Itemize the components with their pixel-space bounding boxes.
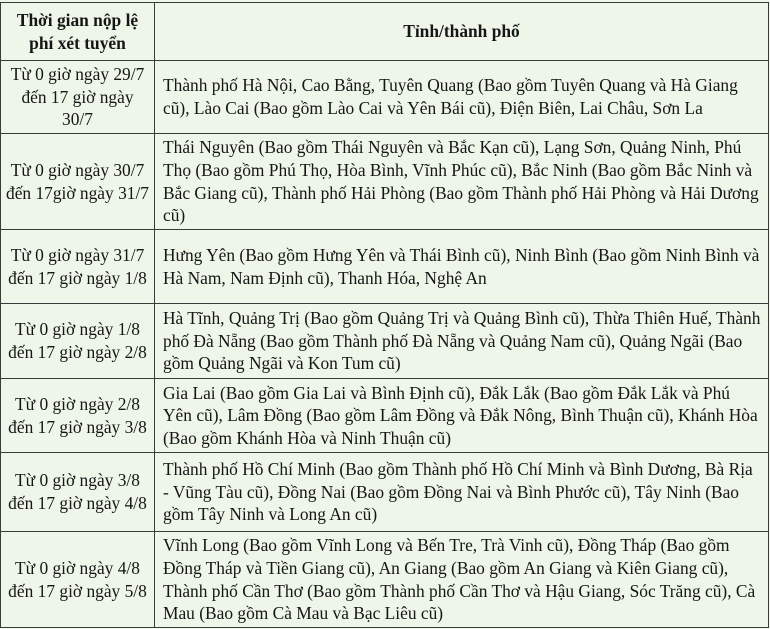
table-header-row bbox=[1, 3, 769, 61]
time-cell: Từ 0 giờ ngày 31/7 đến 17 giờ ngày 1/8 bbox=[1, 230, 155, 304]
table-row bbox=[1, 134, 769, 230]
province-cell: Thành phố Hồ Chí Minh (Bao gồm Thành phố Hồ Chí Minh và Bình Dương, Bà Rịa - Vũng Tàu cũ), Đồng Nai (Bao gồm Đồng Nai và Bình Phước cũ), Tây Ninh (Bao gồm Tây Ninh và Long An cũ) bbox=[155, 453, 769, 532]
province-cell: Hà Tĩnh, Quảng Trị (Bao gồm Quảng Trị và Quảng Bình cũ), Thừa Thiên Huế, Thành phố Đà Nẵng (Bao gồm Thành phố Đà Nẵng và Quảng Nam cũ), Quảng Ngãi (Bao gồm Quảng Ngãi và Kon Tum cũ) bbox=[155, 304, 769, 379]
table-row bbox=[1, 304, 769, 379]
table-row bbox=[1, 532, 769, 628]
header-time: Thời gian nộp lệ phí xét tuyển bbox=[1, 3, 155, 61]
time-cell: Từ 0 giờ ngày 4/8 đến 17 giờ ngày 5/8 bbox=[1, 532, 155, 628]
province-cell: Hưng Yên (Bao gồm Hưng Yên và Thái Bình cũ), Ninh Bình (Bao gồm Ninh Bình và Hà Nam, Nam Định cũ), Thanh Hóa, Nghệ An bbox=[155, 230, 769, 304]
table-row bbox=[1, 453, 769, 532]
time-cell: Từ 0 giờ ngày 1/8 đến 17 giờ ngày 2/8 bbox=[1, 304, 155, 379]
province-cell: Gia Lai (Bao gồm Gia Lai và Bình Định cũ), Đắk Lắk (Bao gồm Đắk Lắk và Phú Yên cũ), Lâm Đồng (Bao gồm Lâm Đồng và Đắk Nông, Bình Thuận cũ), Khánh Hòa (Bao gồm Khánh Hòa và Ninh Thuận cũ) bbox=[155, 379, 769, 453]
fee-schedule-table bbox=[0, 2, 769, 628]
province-cell: Vĩnh Long (Bao gồm Vĩnh Long và Bến Tre, Trà Vinh cũ), Đồng Tháp (Bao gồm Đồng Tháp và Tiền Giang cũ), An Giang (Bao gồm An Giang và Kiên Giang cũ), Thành phố Cần Thơ (Bao gồm Thành phố Cần Thơ và Hậu Giang, Sóc Trăng cũ), Cà Mau (Bao gồm Cà Mau và Bạc Liêu cũ) bbox=[155, 532, 769, 628]
table-row bbox=[1, 379, 769, 453]
time-cell: Từ 0 giờ ngày 29/7 đến 17 giờ ngày 30/7 bbox=[1, 61, 155, 134]
time-cell: Từ 0 giờ ngày 2/8 đến 17 giờ ngày 3/8 bbox=[1, 379, 155, 453]
province-cell: Thái Nguyên (Bao gồm Thái Nguyên và Bắc Kạn cũ), Lạng Sơn, Quảng Ninh, Phú Thọ (Bao gồm Phú Thọ, Hòa Bình, Vĩnh Phúc cũ), Bắc Ninh (Bao gồm Bắc Ninh và Bắc Giang cũ), Thành phố Hải Phòng (Bao gồm Thành phố Hải Phòng và Hải Dương cũ) bbox=[155, 134, 769, 230]
province-cell: Thành phố Hà Nội, Cao Bằng, Tuyên Quang (Bao gồm Tuyên Quang và Hà Giang cũ), Lào Cai (Bao gồm Lào Cai và Yên Bái cũ), Điện Biên, Lai Châu, Sơn La bbox=[155, 61, 769, 134]
time-cell: Từ 0 giờ ngày 3/8 đến 17 giờ ngày 4/8 bbox=[1, 453, 155, 532]
header-province: Tỉnh/thành phố bbox=[155, 3, 769, 61]
table-row bbox=[1, 230, 769, 304]
table-row bbox=[1, 61, 769, 134]
time-cell: Từ 0 giờ ngày 30/7 đến 17giờ ngày 31/7 bbox=[1, 134, 155, 230]
